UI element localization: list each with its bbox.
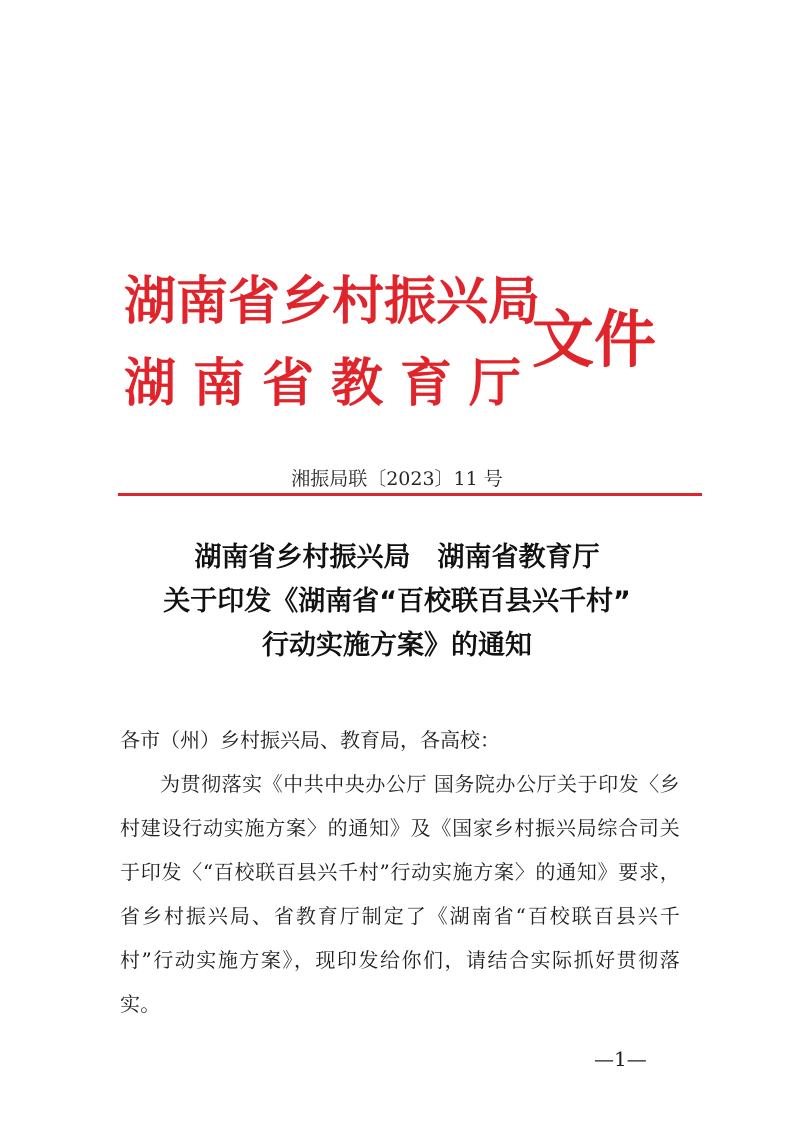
document-type-label: 文件	[532, 303, 657, 376]
title-line-1: 湖南省乡村振兴局 湖南省教育厅	[194, 542, 600, 573]
red-divider-line	[118, 493, 702, 496]
page-number: —1—	[594, 1047, 647, 1071]
document-body	[120, 718, 680, 1026]
title-line-3: 行动实施方案》的通知	[262, 630, 532, 661]
body-paragraph: 为贯彻落实《中共中央办公厅 国务院办公厅关于印发〈乡村建设行动实施方案〉的通知》及《国家乡村振兴局综合司关于印发〈“百校联百县兴千村”行动实施方案〉的通知》要求，省乡村振兴局、省教育厅制定了《湖南省“百校联百县兴千村”行动实施方案》，现印发给你们，请结合实际抓好贯彻落实。	[120, 772, 680, 1016]
document-title	[0, 536, 794, 668]
addressee-line: 各市（州）乡村振兴局、教育局，各高校：	[120, 728, 500, 752]
document-number: 湘振局联〔2023〕11 号	[291, 468, 503, 490]
issuer-name-rural-revitalization-bureau: 湖南省乡村振兴局	[124, 272, 541, 332]
issuer-name-education-department: 湖南省教育厅	[124, 354, 539, 414]
title-line-2: 关于印发《湖南省“百校联百县兴千村”	[163, 586, 631, 617]
